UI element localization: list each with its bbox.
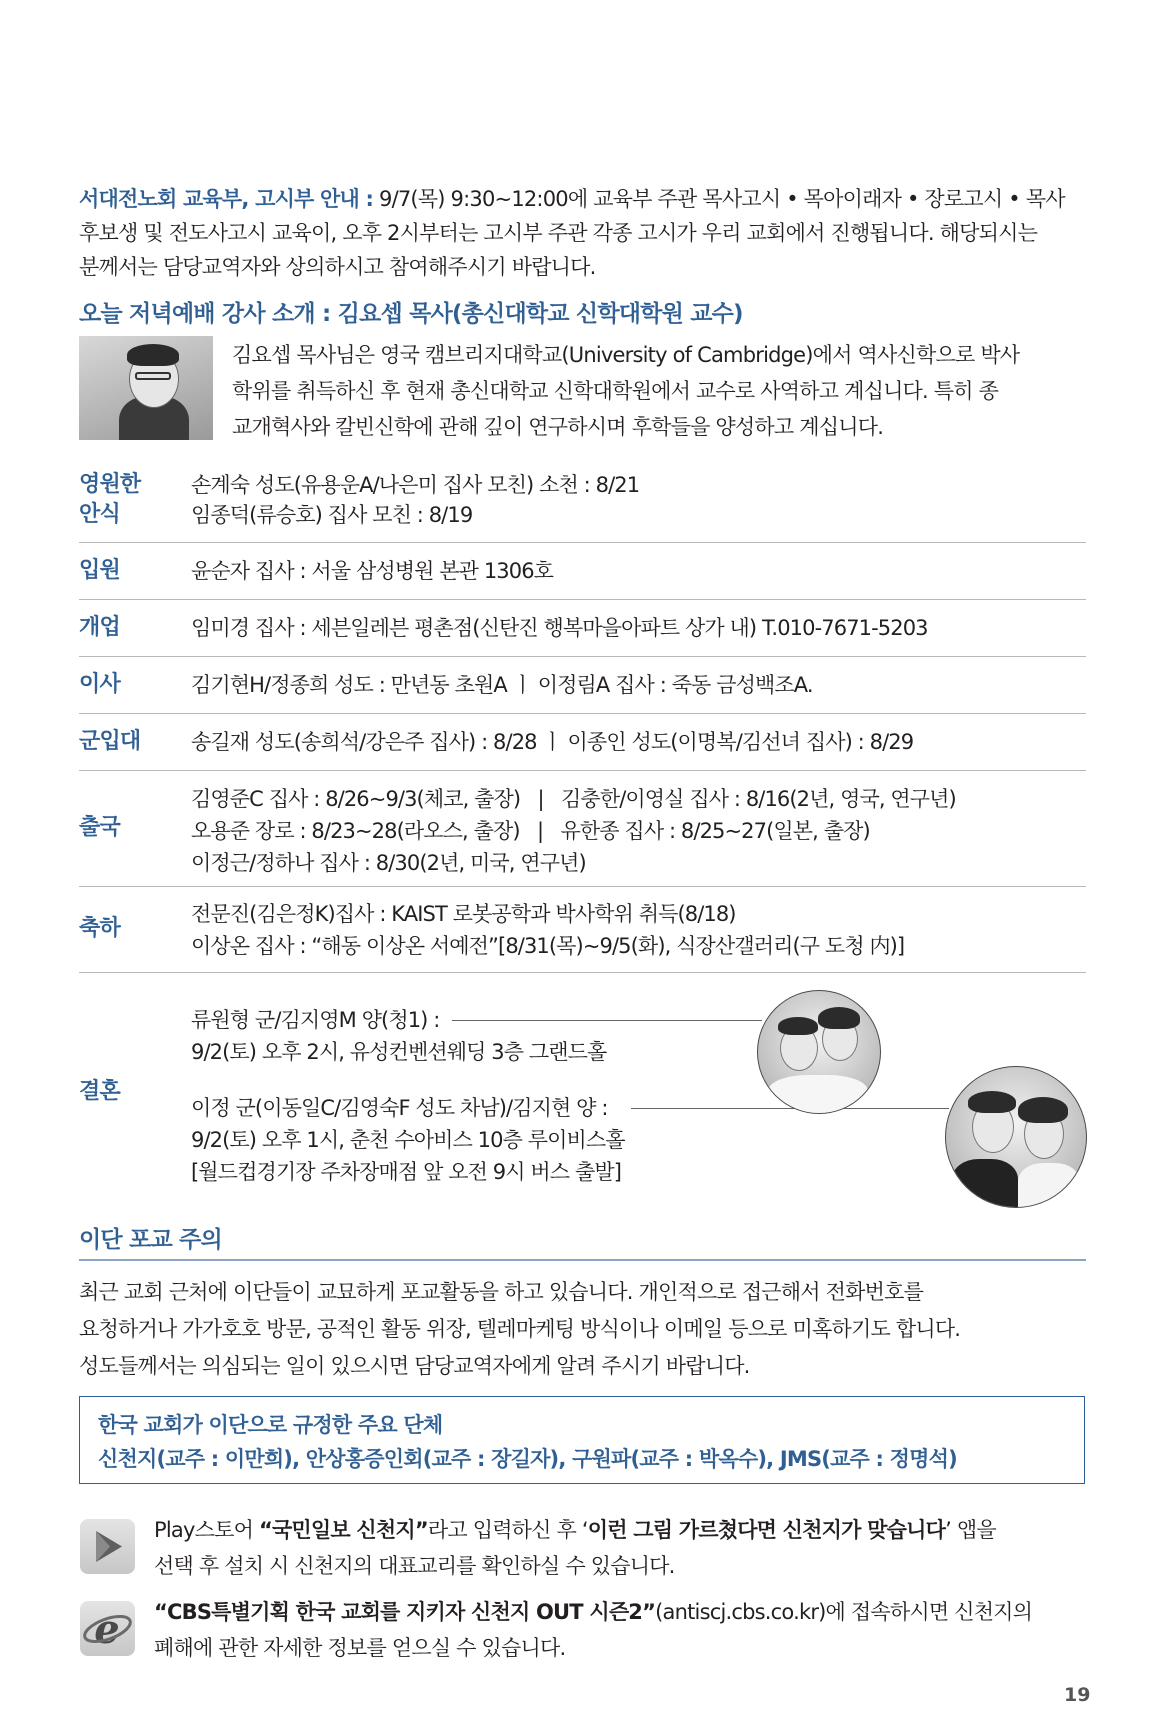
label-military: 군입대	[79, 729, 141, 754]
divider	[79, 770, 1086, 771]
speaker-photo	[79, 336, 213, 440]
content-wedding-1: 류원형 군/김지영M 양(청1) : 9/2(토) 오후 2시, 유성컨벤션웨딩 3층 그랜드홀	[191, 1008, 607, 1064]
content-hospital: 윤순자 집사 : 서울 삼성병원 본관 1306호	[191, 559, 554, 583]
page-number: 19	[1064, 1684, 1091, 1706]
notice-exam-line1: 서대전노회 교육부, 고시부 안내 : 9/7(목) 9:30∼12:00에 교육부 주관 목사고시 • 목아이래자 • 장로고시 • 목사	[79, 187, 1065, 211]
notice-exam	[79, 182, 1089, 284]
heresy-line3: 성도들께서는 의심되는 일이 있으시면 담당교역자에게 알려 주시기 바랍니다.	[79, 1354, 750, 1378]
wedding-photo-1	[757, 990, 881, 1114]
speaker-bio-line2: 학위를 취득하신 후 현재 총신대학교 신학대학원에서 교수로 사역하고 계십니다. 특히 종	[232, 379, 999, 403]
heresy-groups-title: 한국 교회가 이단으로 규정한 주요 단체	[98, 1413, 443, 1437]
heresy-heading: 이단 포교 주의	[79, 1227, 222, 1253]
heresy-heading-rule	[79, 1259, 1086, 1261]
content-military: 송길재 성도(송희석/강은주 집사) : 8/28 ㅣ 이종인 성도(이명복/김선녀 집사) : 8/29	[191, 730, 914, 754]
notice-exam-line3: 분께서는 담당교역자와 상의하시고 참여해주시기 바랍니다.	[79, 255, 596, 279]
content-opening: 임미경 집사 : 세븐일레븐 평촌점(신탄진 행복마을아파트 상가 내) T.010-7671-5203	[191, 616, 928, 640]
label-travel: 출국	[79, 815, 120, 840]
divider	[79, 972, 1086, 973]
heresy-groups-list: 신천지(교주 : 이만희), 안상홍증인회(교주 : 장길자), 구원파(교주 : 박옥수), JMS(교주 : 정명석)	[98, 1447, 957, 1471]
label-opening: 개업	[79, 615, 120, 640]
speaker-bio-line1: 김요셉 목사님은 영국 캠브리지대학교(University of Cambridge)에서 역사신학으로 박사	[232, 343, 1020, 367]
content-moving: 김기현H/정종희 성도 : 만년동 초원A ㅣ 이정림A 집사 : 죽동 금성백조A.	[191, 673, 813, 697]
label-condolence: 영원한 안식	[79, 472, 141, 527]
divider	[79, 599, 1086, 600]
content-wedding-2: 이정 군(이동일C/김영숙F 성도 차남)/김지현 양 : 9/2(토) 오후 1시, 춘천 수아비스 10층 루이비스홀 [월드컵경기장 주차장매점 앞 오전 9시 버스 출발]	[191, 1096, 625, 1184]
internet-explorer-icon	[80, 1601, 135, 1656]
content-travel: 김영준C 집사 : 8/26∼9/3(체코, 출장) | 김충한/이영실 집사 : 8/16(2년, 영국, 연구년) 오용준 장로 : 8/23∼28(라오스, 출장) | 유한종 집사 : 8/25∼27(일본, 출장) 이정근/정하나 집사 : 8/30(2년, 미국, 연구년)	[191, 787, 956, 875]
svg-text:e: e	[94, 1606, 120, 1653]
heresy-body	[79, 1274, 1089, 1385]
cbs-tip: “CBS특별기획 한국 교회를 지키자 신천지 OUT 시즌2”(antiscj.cbs.co.kr)에 접속하시면 신천지의 폐해에 관한 자세한 정보를 얻으실 수 있습니다.	[154, 1600, 1033, 1660]
divider	[79, 713, 1086, 714]
divider	[79, 542, 1086, 543]
wedding-photo-2	[945, 1066, 1087, 1208]
play-store-icon	[80, 1519, 135, 1574]
divider	[79, 886, 1086, 887]
heresy-groups-box	[79, 1396, 1085, 1484]
play-store-tip: Play스토어 “국민일보 신천지”라고 입력하신 후 ‘이런 그림 가르쳤다면 신천지가 맞습니다’ 앱을 선택 후 설치 시 신천지의 대표교리를 확인하실 수 있습니다.	[154, 1518, 996, 1578]
label-hospital: 입원	[79, 558, 120, 583]
label-congrats: 축하	[79, 916, 120, 941]
heresy-line1: 최근 교회 근처에 이단들이 교묘하게 포교활동을 하고 있습니다. 개인적으로 접근해서 전화번호를	[79, 1280, 924, 1304]
heresy-line2: 요청하거나 가가호호 방문, 공적인 활동 위장, 텔레마케팅 방식이나 이메일 등으로 미혹하기도 합니다.	[79, 1317, 961, 1341]
notice-exam-title: 서대전노회 교육부, 고시부 안내 :	[79, 187, 374, 211]
leader-line	[452, 1020, 762, 1021]
speaker-heading: 오늘 저녁예배 강사 소개 : 김요셉 목사(총신대학교 신학대학원 교수)	[79, 301, 743, 327]
content-congrats: 전문진(김은정K)집사 : KAIST 로봇공학과 박사학위 취득(8/18) 이상온 집사 : “해동 이상온 서예전”[8/31(목)∼9/5(화), 식장산갤러리(구 도청 内)]	[191, 902, 905, 958]
speaker-bio-line3: 교개혁사와 칼빈신학에 관해 깊이 연구하시며 후학들을 양성하고 계십니다.	[232, 415, 884, 439]
divider	[79, 656, 1086, 657]
content-condolence: 손계숙 성도(유용운A/나은미 집사 모친) 소천 : 8/21 임종덕(류승호) 집사 모친 : 8/19	[191, 473, 640, 527]
speaker-bio	[232, 337, 1092, 445]
label-wedding: 결혼	[79, 1079, 120, 1104]
notice-exam-line2: 후보생 및 전도사고시 교육이, 오후 2시부터는 고시부 주관 각종 고시가 우리 교회에서 진행됩니다. 해당되시는	[79, 221, 1038, 245]
label-moving: 이사	[79, 672, 120, 697]
